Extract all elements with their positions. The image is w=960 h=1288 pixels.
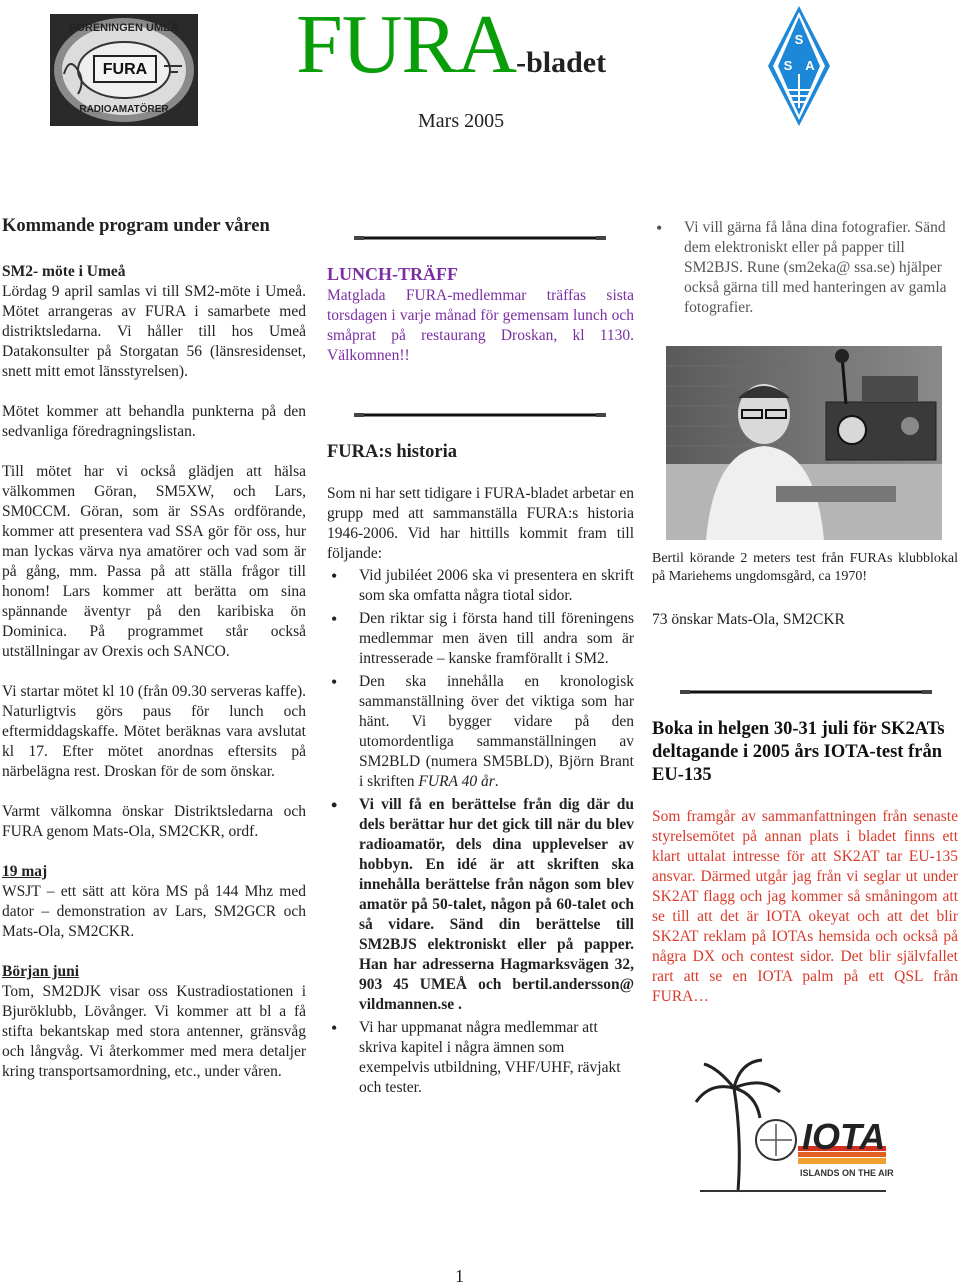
history-item: • Vid jubiléet 2006 ska vi presentera en skrift som ska omfatta några tiotal sidor.	[327, 566, 634, 606]
iota-logo-text: IOTA	[802, 1116, 886, 1157]
history-block	[327, 440, 634, 1098]
svg-text:S: S	[783, 58, 793, 73]
history-item: • Vi har uppmanat några medlemmar att skriva kapitel i några ämnen som exempelvis utbildning, VHF/UHF, rävjakt och tester.	[327, 1018, 634, 1098]
agenda-text: Mötet kommer att behandla punkterna på den sedvanliga föredragningslistan.	[2, 403, 306, 440]
historic-photo	[666, 346, 942, 540]
iota-text: Som framgår av sammanfattningen från senaste styrelsemötet på annan plats i bladet finns ett klart uttalat intresse för att SK2AT tar EU-135 ansvar. Därmed utgår jag från vi seglar ut under SK2AT flagg och jag kommer så småningom att se till att det är IOTA okeyat och att det blir SK2AT reklam på IOTAs hemsida och också på några DX och contest sidor. Det blir självfallet rart att se en IOTA palm på ett QSL från FURA…	[652, 808, 958, 1005]
may-title: 19 maj	[2, 863, 48, 880]
issue-date: Mars 2005	[418, 110, 505, 132]
iota-logo	[690, 1058, 894, 1198]
photo-item: • Vi vill gärna få låna dina fotografier. Sänd dem elektroniskt eller på papper till SM2BJS. Rune (sm2eka@ ssa.se) hjälper också gärna till med hanteringen av gamla fotografier.	[652, 218, 958, 318]
sm2-meeting-text: Lördag 9 april samlas vi till SM2-möte i Umeå. Mötet arrangeras av FURA i samarbete med distriktsledarna. Vi håller till hos Umeå Datakonsulter på Storgatan 56 (länsresidenset, snett mitt emot länsstyrelsen).	[2, 283, 306, 380]
lunch-text: Matglada FURA-medlemmar träffas sista torsdagen i varje månad för gemensam lunch och småprat på restaurang Droskan, kl 1130. Välkomnen!!	[327, 287, 634, 364]
svg-text:S: S	[794, 32, 804, 47]
lunch-title: LUNCH-TRÄFF	[327, 264, 458, 284]
logo-top-text: FÖRENINGEN UMEÅ	[69, 22, 179, 34]
schedule-text: Vi startar mötet kl 10 (från 09.30 serveras kaffe). Naturligtvis görs paus för lunch och eftermiddagskaffe. Mötet beräknas vara avslutat kl 17. Efter mötet anordnas eftersits på närbelägna rest. Droskan för de som önskar.	[2, 683, 306, 780]
divider-mid	[354, 406, 606, 414]
page-number: 1	[455, 1266, 464, 1286]
right-lower	[652, 550, 958, 630]
fura-logo	[50, 14, 198, 126]
logo-bottom-text: RADIOAMATÖRER	[79, 104, 169, 115]
divider-right	[680, 683, 932, 691]
logo-mid-text: FURA	[102, 61, 148, 78]
greeting: 73 önskar Mats-Ola, SM2CKR	[652, 611, 845, 628]
title-big: FURA	[296, 0, 517, 91]
divider-top	[354, 229, 606, 237]
may-text: WSJT – ett sätt att köra MS på 144 Mhz med dator – demonstration av Lars, SM2GCR och Mats-Ola, SM2CKR.	[2, 883, 306, 940]
photo-caption: Bertil körande 2 meters test från FURAs klubblokal på Mariehems ungdomsgård, ca 1970!	[652, 551, 958, 584]
history-item: • Den ska innehålla en kronologisk sammanställning över det viktiga som har hänt. Vi bygger vidare på den utomordentliga sammanställningen av SM2BLD (numera SM5BLD), Björn Brant i skriften FURA 40 år.	[327, 672, 634, 792]
column-left	[2, 214, 306, 1082]
column-right	[652, 218, 958, 318]
guests-text: Till mötet har vi också glädjen att hälsa välkommen Göran, SM5XW, och Lars, SM0CCM. Göran, som är SSAs ordförande, kommer att presentera vad SSA gör för oss, hur man lyckas värva nya amatörer och vad som är på gång, mm. Passa på att ställa frågor till honom! Lars kommer att berätta om sina spännande äventyr på den karibiska ön Dominica. På programmet står också utställningar av Orexis och SANCO.	[2, 463, 306, 660]
iota-title: Boka in helgen 30-31 juli för SK2ATs deltagande i 2005 års IOTA-test från EU-135	[652, 719, 945, 785]
welcome-text: Varmt välkomna önskar Distriktsledarna och FURA genom Mats-Ola, SM2CKR, ordf.	[2, 803, 306, 840]
history-intro: Som ni har sett tidigare i FURA-bladet arbetar en grupp med att sammanställa FURA:s historia 1946-2006. Vid har hittills kommit fram till följande:	[327, 485, 634, 562]
title-small: -bladet	[516, 46, 607, 79]
history-item: • Den riktar sig i första hand till föreningens medlemmar men även till andra som är intresserade – kanske framförallt i SM2.	[327, 609, 634, 669]
history-list	[327, 566, 634, 1098]
june-text: Tom, SM2DJK visar oss Kustradiostationen i Bjuröklubb, Lövånger. Vi kommer att bl a få stifta bekantskap med stora antenner, gränsvåg och långvåg. Vi återkommer med mera detaljer kring transportsamordning, etc., under våren.	[2, 983, 306, 1080]
photo-list	[652, 218, 958, 318]
sm2-meeting-title: SM2- möte i Umeå	[2, 263, 126, 280]
history-item: • Vi vill få en berättelse från dig där du dels berättar hur det gick till när du blev radioamatör, dels dina upplevelser av hobbyn. En idé är att skriften ska innehålla berättelse från någon som blev amatör på 50-talet, någon på 60-talet och så vidare. Sänd din berättelse till SM2BJS elektroniskt eller på papper. Han har adresserna Hagmarksvägen 32, 903 45 UMEÅ och bertil.andersson@ vildmannen.se .	[327, 795, 634, 1015]
ssa-logo	[766, 4, 832, 128]
iota-block	[652, 718, 958, 1007]
masthead-title	[296, 0, 606, 93]
lunch-block	[327, 262, 634, 366]
history-title: FURA:s historia	[327, 442, 458, 462]
program-heading: Kommande program under våren	[2, 216, 270, 236]
iota-logo-sub: ISLANDS ON THE AIR	[800, 1168, 894, 1178]
june-title: Början juni	[2, 963, 80, 980]
svg-text:A: A	[805, 58, 815, 73]
